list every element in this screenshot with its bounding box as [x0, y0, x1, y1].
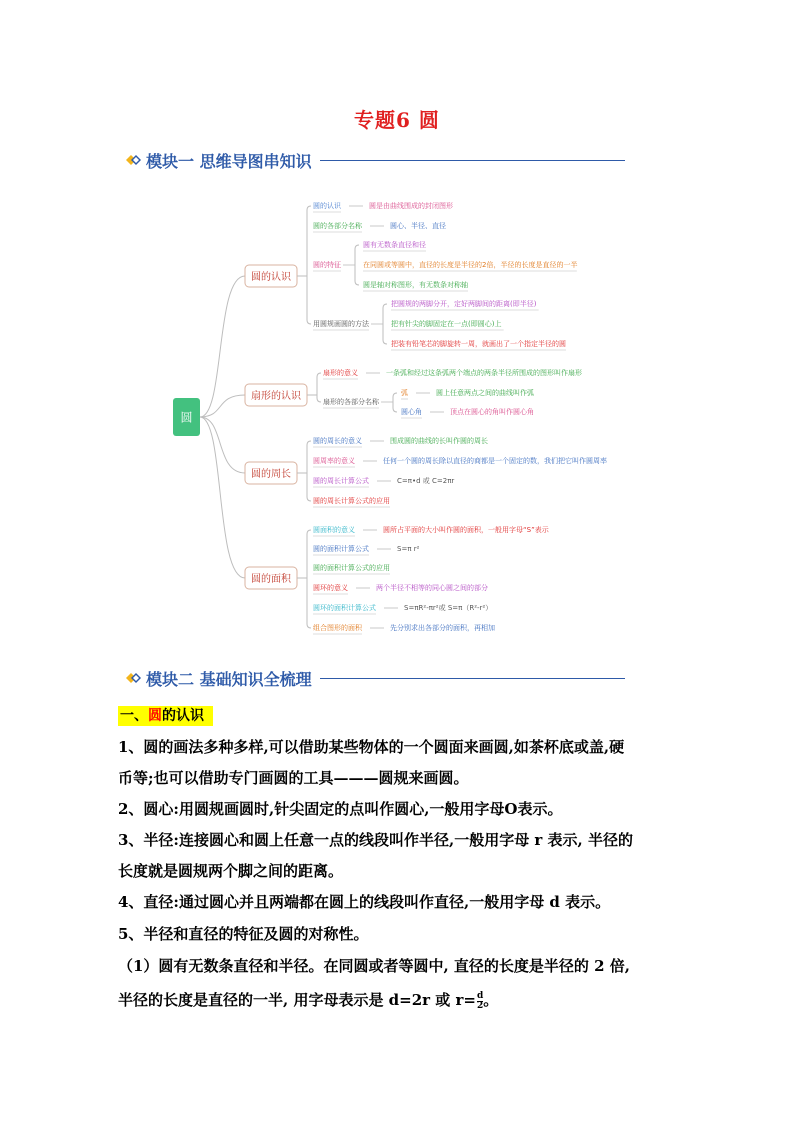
sub-item: 把装有铅笔芯的脚旋转一周，就画出了一个指定半径的圆 [391, 340, 566, 348]
branch-label: 圆的周长 [251, 469, 291, 480]
paragraph-line: 5、半径和直径的特征及圆的对称性。 [118, 925, 369, 943]
root-branch-connector [200, 395, 245, 417]
sub-detail: 顶点在圆心的角叫作圆心角 [450, 408, 534, 416]
paragraph-line: 币等;也可以借助专门画圆的工具———圆规来画圆。 [118, 769, 469, 787]
item-detail: S=πR²-πr²或 S=π（R²-r²） [404, 604, 493, 612]
item-detail: 围成圆的曲线的长叫作圆的周长 [390, 437, 488, 445]
paragraph-line: 长度就是圆规两个脚之间的距离。 [118, 862, 344, 880]
sub-item: 弧 [401, 389, 408, 397]
item-label: 圆的特征 [313, 261, 341, 269]
item-detail: 先分别求出各部分的面积，再相加 [390, 624, 495, 632]
root-branch-connector [200, 417, 245, 578]
sub-item: 圆心角 [401, 408, 422, 416]
item-label: 扇形的各部分名称 [323, 398, 379, 406]
branch-bracket [307, 530, 311, 628]
sub-bracket [355, 245, 359, 285]
item-label: 圆的面积计算公式 [313, 545, 369, 553]
root-label: 圆 [180, 410, 193, 425]
item-label: 组合图形的面积 [313, 624, 362, 632]
section-prefix: 一、 [120, 708, 148, 724]
double-diamond-icon [120, 668, 144, 688]
last-line-end: 。 [483, 991, 499, 1009]
sub-item: 把圆规的两脚分开，定好两脚间的距离(即半径) [391, 300, 537, 308]
module-one-title: 模块一 思维导图串知识 [146, 151, 312, 171]
item-label: 圆环的面积计算公式 [313, 604, 376, 612]
section-rest: 的认识 [162, 708, 204, 724]
item-label: 圆环的意义 [313, 584, 348, 592]
branch-label: 扇形的认识 [251, 391, 301, 402]
section-heading [118, 706, 213, 726]
paragraph-line: 2、圆心:用圆规画圆时,针尖固定的点叫作圆心,一般用字母O表示。 [118, 800, 563, 818]
item-detail: S=π r² [397, 545, 420, 553]
sub-bracket [393, 393, 397, 412]
sub-bracket [383, 304, 387, 344]
branch-bracket [307, 441, 311, 501]
item-detail: 任何一个圆的周长除以直径的商都是一个固定的数，我们把它叫作圆周率 [383, 457, 607, 465]
sub-item: 把有针尖的脚固定在一点(即圆心)上 [391, 320, 502, 328]
page-title: 专题6 圆 [354, 108, 440, 132]
branch-label: 圆的认识 [251, 272, 291, 283]
item-label: 圆的周长计算公式的应用 [313, 497, 390, 505]
root-branch-connector [200, 417, 245, 473]
paragraph-line: （1）圆有无数条直径和半径。在同圆或者等圆中, 直径的长度是半径的 2 倍, [118, 957, 630, 975]
branch-label: 圆的面积 [251, 574, 291, 585]
fraction-denominator: 2 [477, 1000, 484, 1011]
module-two-title: 模块二 基础知识全梳理 [146, 669, 312, 689]
item-label: 圆的周长计算公式 [313, 477, 369, 485]
sub-item: 圆有无数条直径和径 [363, 241, 426, 249]
sub-item: 在同圆或等圆中，直径的长度是半径的2倍，半径的长度是直径的一半 [363, 261, 578, 269]
item-label: 圆面积的意义 [313, 526, 355, 534]
item-label: 圆周率的意义 [313, 457, 355, 465]
item-detail: 两个半径不相等的同心圆之间的部分 [376, 584, 488, 592]
item-label: 圆的面积计算公式的应用 [313, 564, 390, 572]
item-detail: 圆心、半径、直径 [390, 222, 446, 230]
item-detail: 圆所占平面的大小叫作圆的面积，一般用字母“S”表示 [383, 526, 549, 534]
branch-bracket [317, 373, 321, 402]
paragraph-line: 1、圆的画法多种多样,可以借助某些物体的一个圆面来画圆,如茶杯底或盖,硬 [118, 738, 625, 756]
item-label: 圆的认识 [313, 202, 341, 210]
item-detail: 一条弧和经过这条弧两个端点的两条半径所围成的图形叫作扇形 [386, 369, 582, 377]
fraction-numerator: d [476, 990, 484, 1001]
item-label: 扇形的意义 [323, 369, 358, 377]
item-label: 圆的周长的意义 [313, 437, 362, 445]
branch-bracket [307, 206, 311, 324]
last-line-text: 半径的长度是直径的一半, 用字母表示是 d=2r 或 r= [118, 991, 476, 1009]
item-label: 用圆规画圆的方法 [313, 320, 369, 328]
paragraph-line: 4、直径:通过圆心并且两端都在圆上的线段叫作直径,一般用字母 d 表示。 [118, 893, 611, 911]
paragraph-last-line [118, 990, 678, 1011]
sub-detail: 圆上任意两点之间的曲线叫作弧 [436, 389, 534, 397]
module-two-header [120, 666, 625, 690]
section-highlight: 圆 [148, 708, 162, 724]
item-detail: 圆是由曲线围成的封闭图形 [369, 202, 453, 210]
item-detail: C=π•d 或 C=2πr [397, 477, 455, 485]
module-two-rule [320, 678, 625, 679]
paragraph-line: 3、半径:连接圆心和圆上任意一点的线段叫作半径,一般用字母 r 表示, 半径的 [118, 831, 633, 849]
sub-item: 圆是轴对称图形，有无数条对称轴 [363, 281, 468, 289]
item-label: 圆的各部分名称 [313, 222, 362, 230]
